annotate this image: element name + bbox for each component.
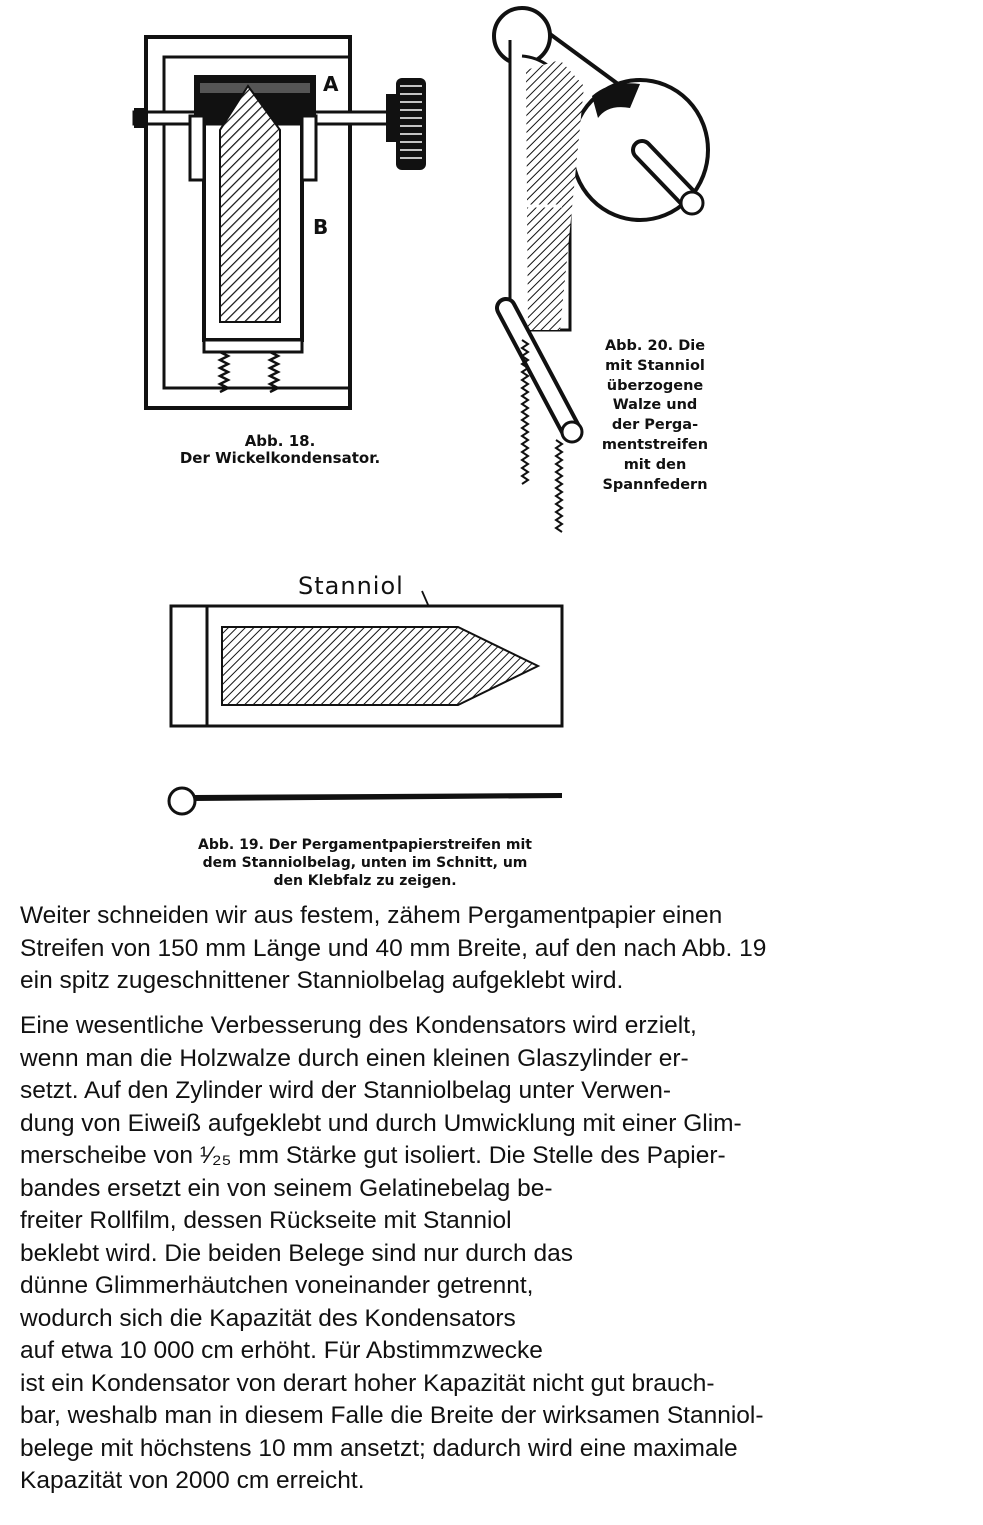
caption-line: Der Wickelkondensator.: [179, 449, 381, 468]
label-b: B: [313, 215, 329, 239]
figure-wickelkondensator: [120, 20, 450, 420]
text-line: setzt. Auf den Zylinder wird der Stanniolbelag unter Verwen-: [20, 1077, 671, 1104]
text-line: Streifen von 150 mm Länge und 40 mm Breite, auf den nach Abb. 19: [20, 934, 767, 962]
text-line: Kapazität von 2000 cm erreicht.: [20, 1467, 365, 1494]
stanniol-label: Stanniol: [298, 572, 404, 600]
caption-line: der Perga-: [611, 417, 699, 434]
text-line: belege mit höchstens 10 mm ansetzt; dadurch wird eine maximale: [20, 1434, 738, 1462]
figure-pergamentpapierstreifen: [160, 585, 580, 825]
paragraph-1: [20, 900, 890, 998]
caption-line: dem Stanniolbelag, unten im Schnitt, um: [202, 855, 528, 871]
caption-line: Abb. 18.: [244, 432, 316, 450]
caption-abb18: [130, 433, 430, 468]
caption-line: Abb. 19. Der Pergamentpapierstreifen mit: [198, 837, 532, 853]
label-a: A: [323, 72, 339, 96]
text-line: dünne Glimmerhäutchen voneinander getrennt,: [20, 1272, 534, 1299]
caption-abb20: [590, 337, 720, 495]
text-line: ein spitz zugeschnittener Stanniolbelag aufgeklebt wird.: [20, 967, 624, 994]
caption-line: Abb. 20. Die: [604, 338, 706, 354]
text-line: merscheibe von ¹⁄₂₅ mm Stärke gut isoliert. Die Stelle des Papier-: [20, 1142, 726, 1169]
caption-abb19: [150, 836, 580, 890]
text-line: bar, weshalb man in diesem Falle die Breite der wirksamen Stanniol-: [20, 1402, 764, 1429]
text-line: freiter Rollfilm, dessen Rückseite mit Stanniol: [20, 1207, 512, 1234]
text-line: Weiter schneiden wir aus festem, zähem Pergamentpapier einen: [20, 902, 723, 929]
caption-line: mentstreifen: [601, 436, 709, 453]
caption-line: mit Stanniol: [605, 357, 705, 374]
text-line: beklebt wird. Die beiden Belege sind nur durch das: [20, 1239, 573, 1267]
text-line: dung von Eiweiß aufgeklebt und durch Umwicklung mit einer Glim-: [20, 1109, 742, 1137]
text-line: wodurch sich die Kapazität des Kondensators: [20, 1304, 516, 1332]
text-line: ist ein Kondensator von derart hoher Kapazität nicht gut brauch-: [20, 1369, 715, 1397]
paragraph-2: [20, 1010, 900, 1498]
text-line: wenn man die Holzwalze durch einen kleinen Glaszylinder er-: [20, 1044, 689, 1072]
text-line: bandes ersetzt ein von seinem Gelatinebelag be-: [20, 1174, 553, 1202]
caption-line: den Klebfalz zu zeigen.: [273, 873, 457, 889]
caption-line: Walze und: [612, 397, 698, 414]
caption-line: mit den: [623, 456, 687, 473]
caption-line: Spannfedern: [602, 476, 708, 493]
text-line: auf etwa 10 000 cm erhöht. Für Abstimmzwecke: [20, 1337, 543, 1364]
caption-line: überzogene: [606, 377, 704, 394]
text-line: Eine wesentliche Verbesserung des Kondensators wird erzielt,: [20, 1012, 697, 1039]
